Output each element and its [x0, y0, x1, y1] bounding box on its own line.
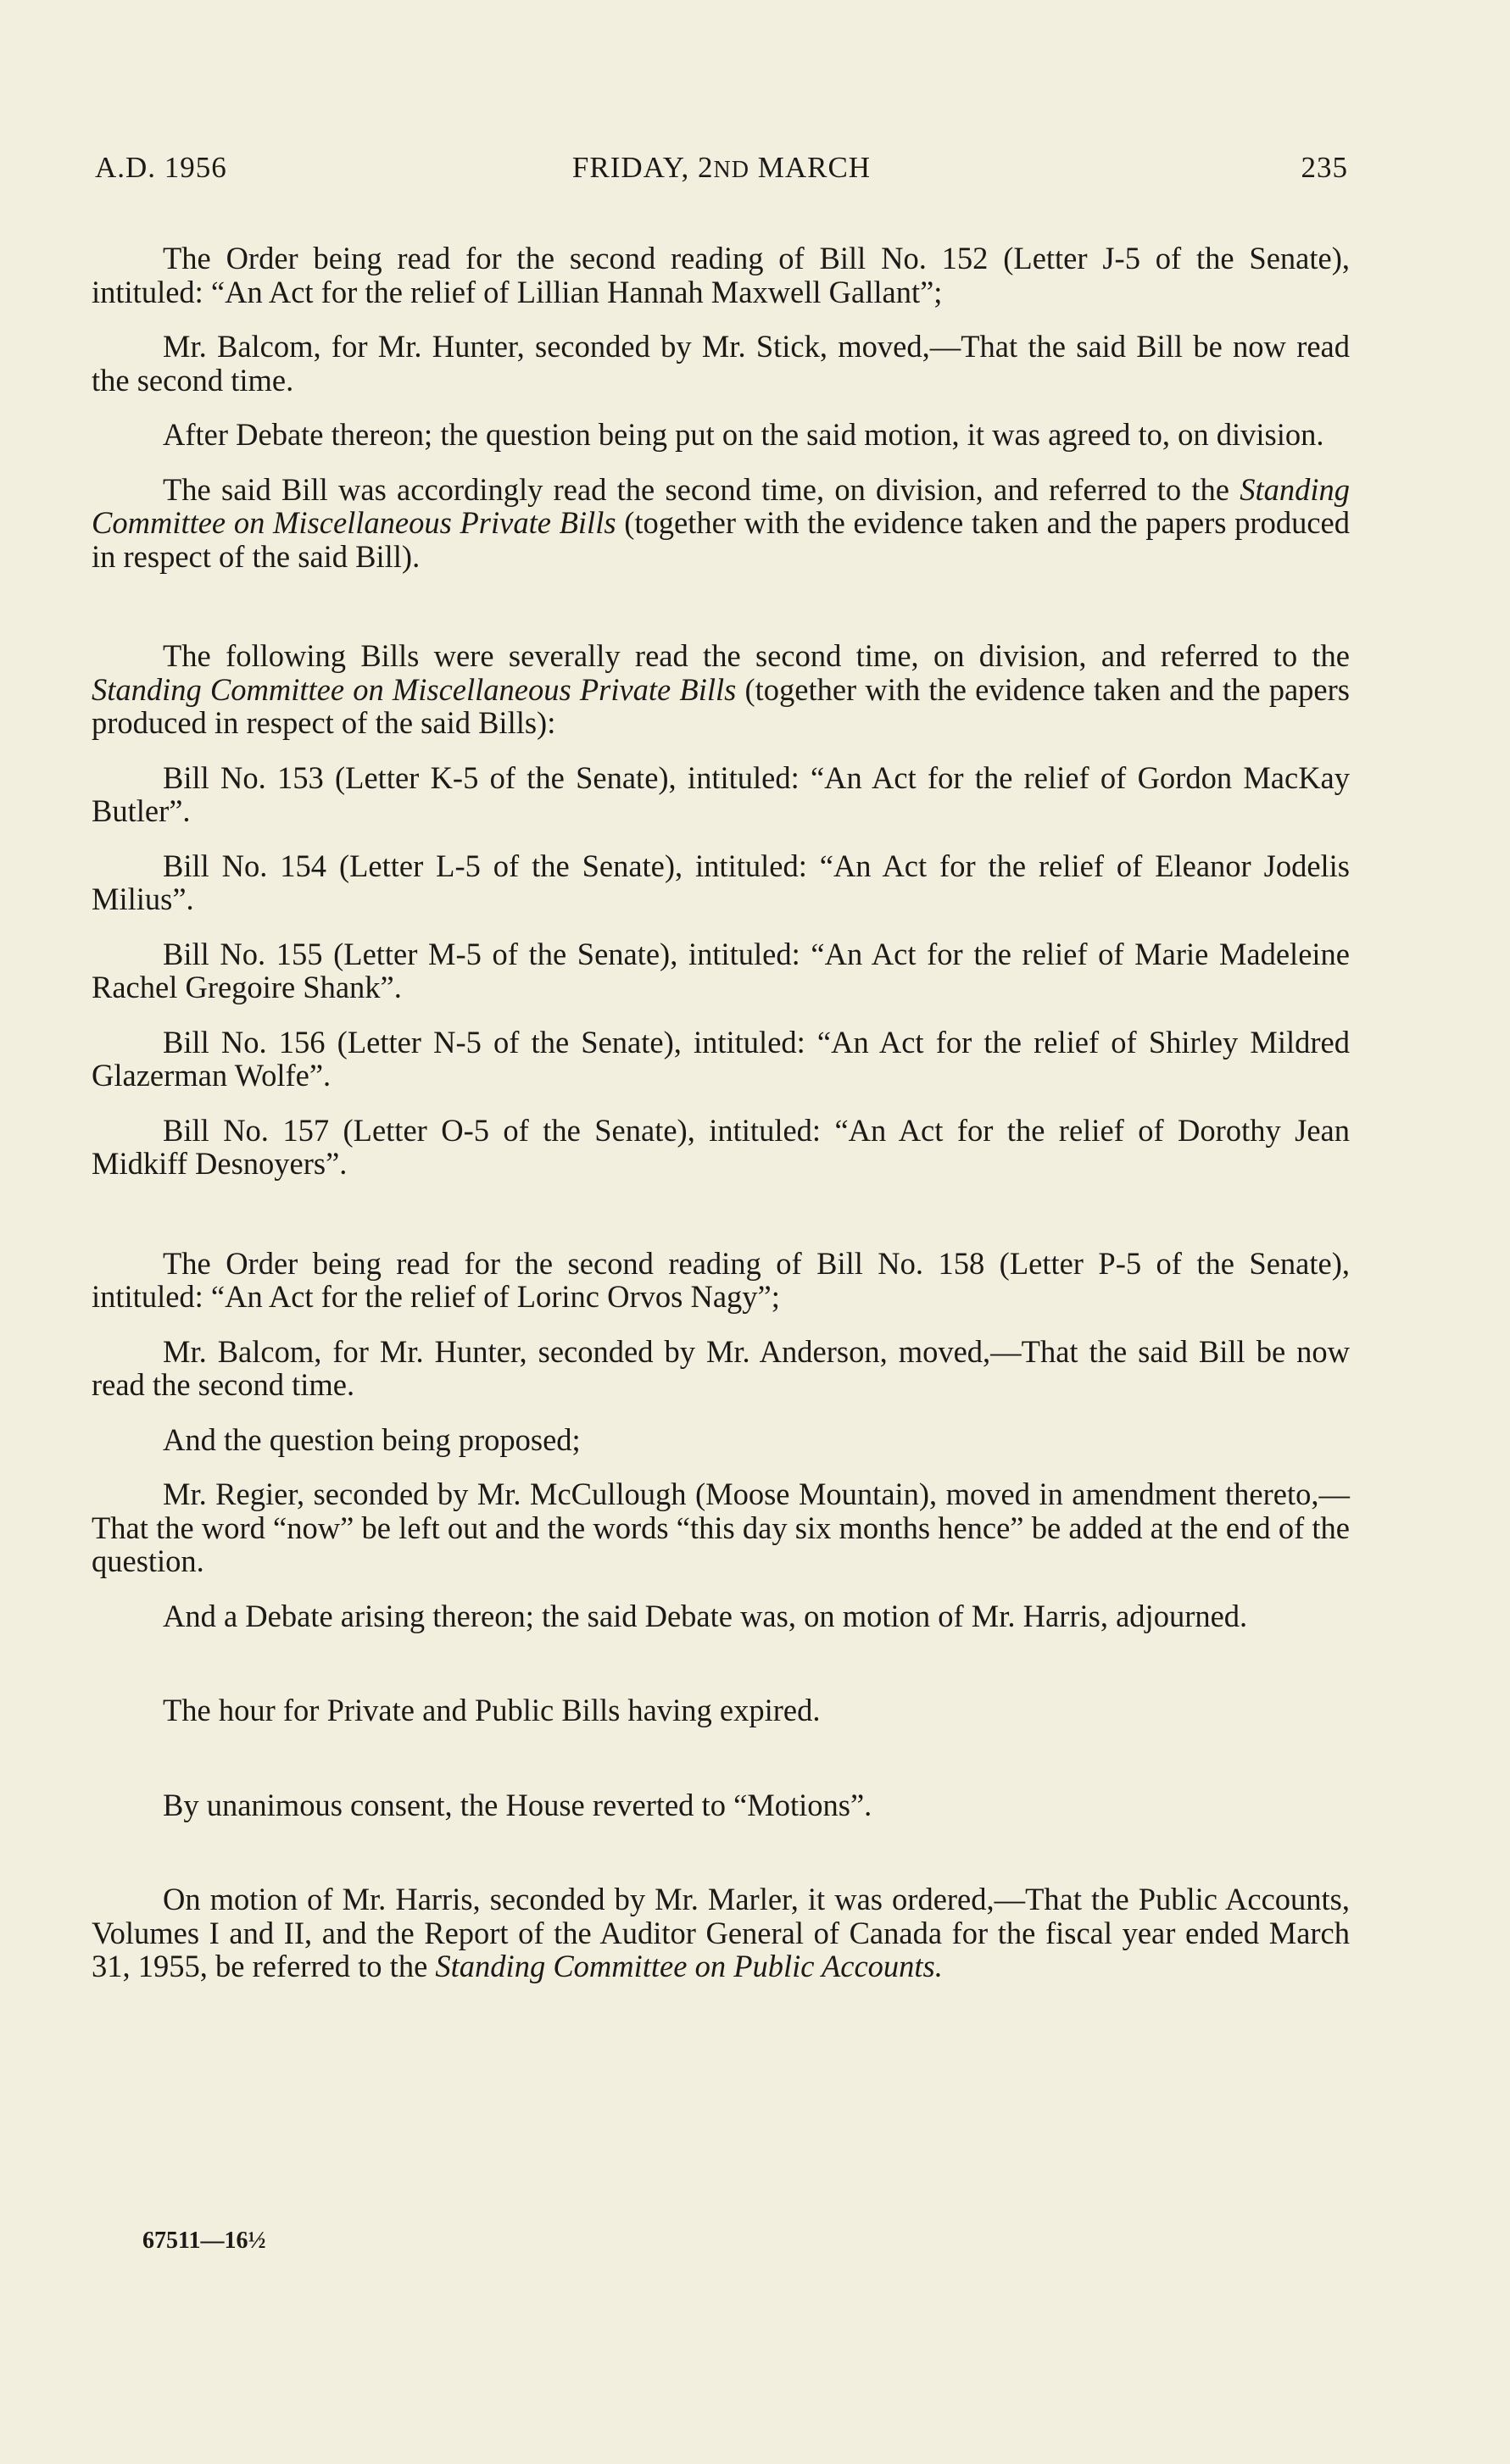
- list-item-bill-155: Bill No. 155 (Letter M-5 of the Senate), intituled: “An Act for the relief of Marie Madeleine Rachel Gregoire Shank”.: [92, 936, 1350, 1004]
- paragraph-amendment: Mr. Regier, seconded by Mr. McCullough (Moose Mountain), moved in amendment thereto,—That the word “now” be left out and the words “this day six months hence” be added at the end of the question.: [92, 1477, 1350, 1578]
- list-item-bill-153: Bill No. 153 (Letter K-5 of the Senate), intituled: “An Act for the relief of Gordon MacKay Butler”.: [92, 759, 1350, 828]
- header-date-suffix: MARCH: [749, 151, 872, 184]
- text-run: The following Bills were severally read the second time, on division, and referred to the: [163, 638, 1350, 673]
- committee-name: Standing Committee on Miscellaneous Private Bills: [92, 671, 737, 707]
- printer-code: 67511—16½: [142, 2228, 266, 2254]
- list-item-bill-156: Bill No. 156 (Letter N-5 of the Senate), intituled: “An Act for the relief of Shirley Mildred Glazerman Wolfe”.: [92, 1024, 1350, 1093]
- list-item-bill-157: Bill No. 157 (Letter O-5 of the Senate), intituled: “An Act for the relief of Dorothy Jean Midkiff Desnoyers”.: [92, 1112, 1350, 1181]
- paragraph-bill-152-debate: After Debate thereon; the question being put on the said motion, it was agreed to, on division.: [163, 417, 1324, 452]
- text-run: On motion of Mr. Harris, seconded by Mr. Marler, it was ordered,—That the Public Accounts, Volumes I and II, and the Report of the Auditor General of Canada for the fiscal year ended March 31, 1955, be referred to the: [92, 1882, 1350, 1983]
- paragraph-bill-152-order: The Order being read for the second reading of Bill No. 152 (Letter J-5 of the Senate), intituled: “An Act for the relief of Lillian Hannah Maxwell Gallant”;: [92, 241, 1350, 309]
- paragraph-debate-adjourned: And a Debate arising thereon; the said Debate was, on motion of Mr. Harris, adjourned.: [163, 1598, 1248, 1633]
- page-header: [95, 151, 1348, 193]
- paragraph-reverted-to-motions: By unanimous consent, the House reverted to “Motions”.: [163, 1787, 872, 1822]
- page-body: [92, 242, 1350, 2005]
- header-date-ordinal: ND: [713, 157, 749, 183]
- paragraph-bill-152-motion: Mr. Balcom, for Mr. Hunter, seconded by Mr. Stick, moved,—That the said Bill be now read the second time.: [92, 329, 1350, 398]
- page-number: 235: [1301, 151, 1348, 184]
- text-run: The said Bill was accordingly read the second time, on division, and referred to the: [163, 471, 1240, 507]
- header-year: A.D. 1956: [95, 151, 227, 184]
- committee-name: Standing Committee on Public Accounts.: [435, 1949, 943, 1983]
- paragraph-hour-expired: The hour for Private and Public Bills having expired.: [163, 1693, 821, 1727]
- header-date: [95, 151, 1348, 185]
- text-run: (together with the evidence taken and the papers produced in respect of the said Bills):: [92, 671, 1350, 740]
- text-run: (together with the evidence taken and the papers produced in respect of the said Bill).: [92, 505, 1350, 574]
- paragraph-bill-158-order: The Order being read for the second reading of Bill No. 158 (Letter P-5 of the Senate), intituled: “An Act for the relief of Lorinc Orvos Nagy”;: [92, 1245, 1350, 1314]
- header-date-prefix: FRIDAY, 2: [571, 151, 714, 184]
- paragraph-bills-severally-read: [92, 639, 1350, 740]
- paragraph-bill-158-motion: Mr. Balcom, for Mr. Hunter, seconded by Mr. Anderson, moved,—That the said Bill be now read the second time.: [92, 1333, 1350, 1402]
- list-item-bill-154: Bill No. 154 (Letter L-5 of the Senate), intituled: “An Act for the relief of Eleanor Jodelis Milius”.: [92, 848, 1350, 916]
- paragraph-question-proposed: And the question being proposed;: [163, 1421, 581, 1457]
- paragraph-bill-152-referral: [92, 473, 1350, 574]
- committee-name: Standing Committee on Miscellaneous Private Bills: [92, 471, 1350, 540]
- paragraph-public-accounts-motion: [92, 1883, 1350, 1983]
